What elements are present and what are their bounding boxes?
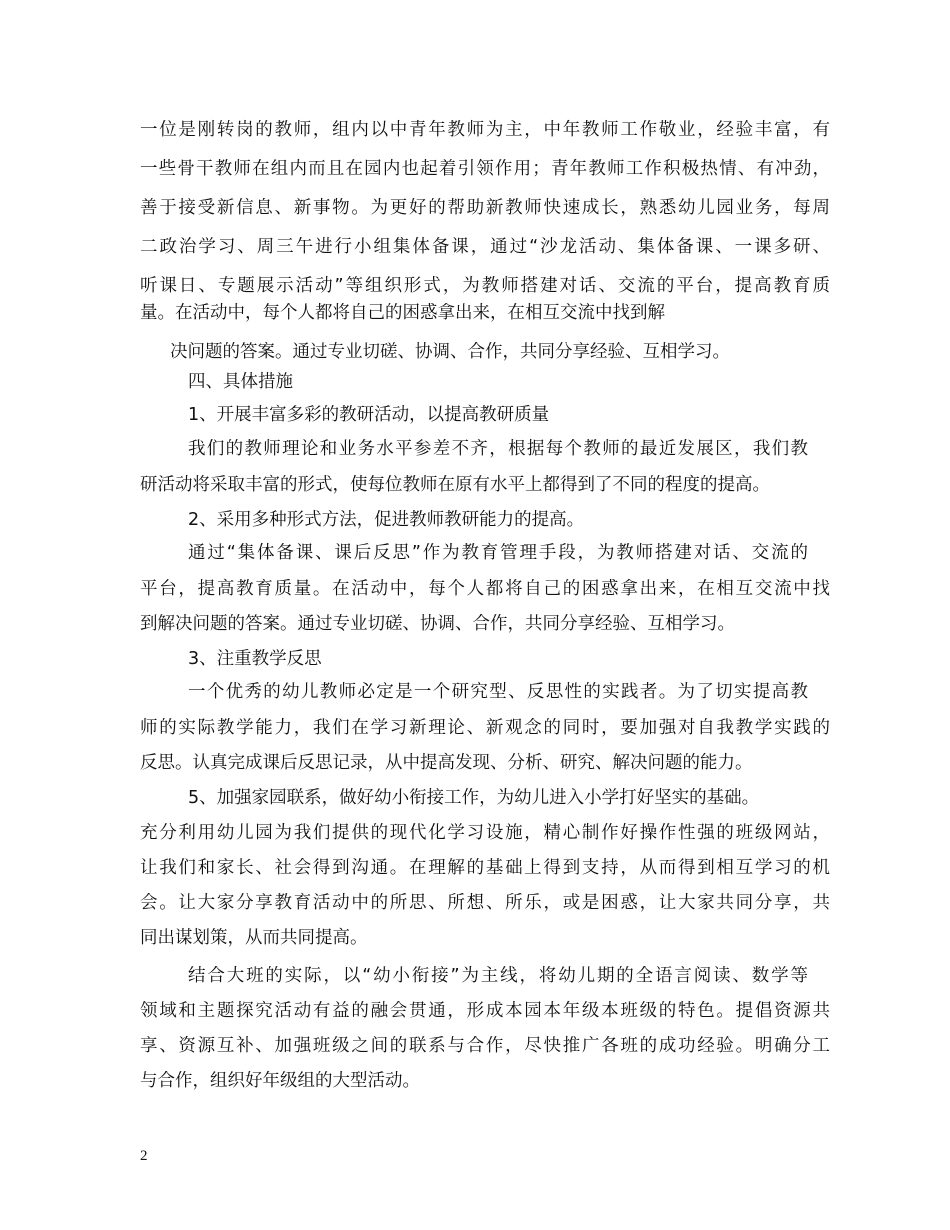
text-line: 二政治学习、周三午进行小组集体备课，通过“沙龙活动、集体备课、一课多研、	[140, 237, 830, 257]
subsection-heading: 1、开展丰富多彩的教研活动，以提高教研质量	[188, 405, 550, 425]
text-line: 善于接受新信息、新事物。为更好的帮助新教师快速成长，熟悉幼儿园业务，每周	[140, 198, 830, 218]
text-line: 决问题的答案。通过专业切磋、协调、合作，共同分享经验、互相学习。	[170, 342, 730, 362]
text-line: 领域和主题探究活动有益的融会贯通，形成本园本年级本班级的特色。提倡资源共	[140, 1001, 830, 1021]
subsection-heading: 5、加强家园联系，做好幼小衔接工作，为幼儿进入小学打好坚实的基础。	[188, 788, 760, 808]
text-line: 同出谋划策，从而共同提高。	[140, 928, 368, 948]
text-line: 研活动将采取丰富的形式，使每位教师在原有水平上都得到了不同的程度的提高。	[140, 475, 770, 495]
subsection-heading: 2、采用多种形式方法，促进教师教研能力的提高。	[188, 510, 585, 530]
text-line: 到解决问题的答案。通过专业切磋、协调、合作，共同分享经验、互相学习。	[140, 614, 735, 634]
text-line: 反思。认真完成课后反思记录，从中提高发现、分析、研究、解决问题的能力。	[140, 753, 753, 773]
text-line: 享、资源互补、加强班级之间的联系与合作，尽快推广各班的成功经验。明确分工	[140, 1036, 830, 1056]
subsection-heading: 3、注重教学反思	[188, 649, 322, 669]
text-line: 让我们和家长、社会得到沟通。在理解的基础上得到支持，从而得到相互学习的机	[140, 858, 830, 878]
text-line: 会。让大家分享教育活动中的所思、所想、所乐，或是困惑，让大家共同分享，共	[140, 893, 830, 913]
text-line: 与合作，组织好年级组的大型活动。	[140, 1071, 420, 1091]
text-line: 结合大班的实际，以“幼小衔接”为主线，将幼儿期的全语言阅读、数学等	[188, 966, 808, 986]
text-line: 听课日、专题展示活动”等组织形式，为教师搭建对话、交流的平台，提高教育质	[140, 276, 830, 296]
text-line: 量。在活动中，每个人都将自己的困惑拿出来，在相互交流中找到解	[140, 303, 665, 323]
text-line: 一位是刚转岗的教师，组内以中青年教师为主，中年教师工作敬业，经验丰富，有	[140, 120, 830, 140]
text-line: 充分利用幼儿园为我们提供的现代化学习设施，精心制作好操作性强的班级网站，	[140, 823, 830, 843]
text-line: 通过“集体备课、课后反思”作为教育管理手段，为教师搭建对话、交流的	[188, 543, 808, 563]
text-line: 一些骨干教师在组内而且在园内也起着引领作用；青年教师工作积极热情、有冲劲，	[140, 159, 830, 179]
page-number: 2	[140, 1148, 148, 1164]
text-line: 师的实际教学能力，我们在学习新理论、新观念的同时，要加强对自我教学实践的	[140, 718, 830, 738]
text-line: 一个优秀的幼儿教师必定是一个研究型、反思性的实践者。为了切实提高教	[188, 682, 808, 702]
text-line: 平台，提高教育质量。在活动中，每个人都将自己的困惑拿出来，在相互交流中找	[140, 579, 830, 599]
text-line: 我们的教师理论和业务水平参差不齐，根据每个教师的最近发展区，我们教	[188, 439, 808, 459]
section-heading: 四、具体措施	[188, 372, 293, 392]
